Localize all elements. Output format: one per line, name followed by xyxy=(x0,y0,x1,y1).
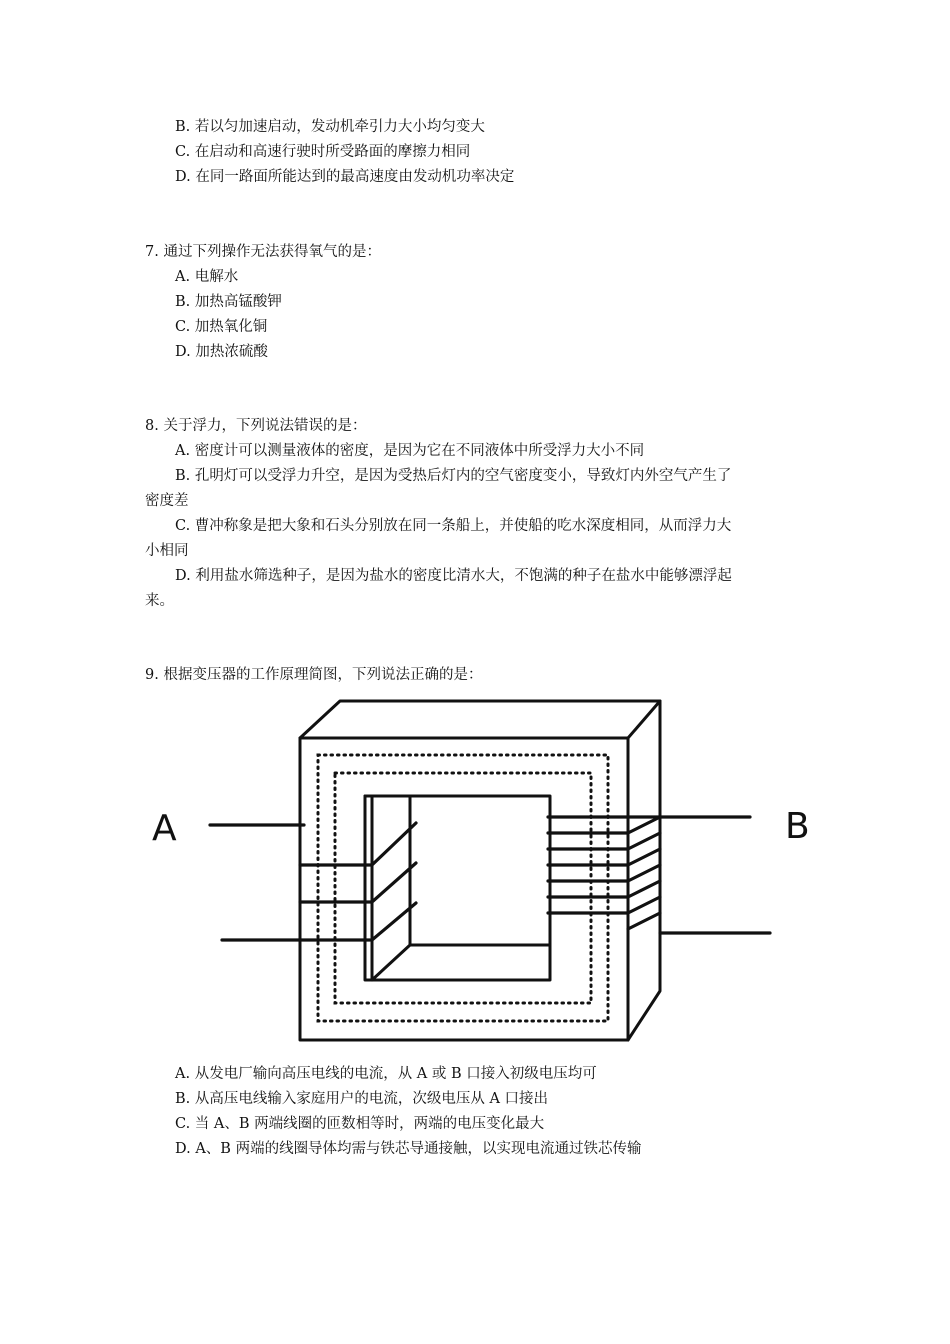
q9-option-c: C. 当 A、B 两端线圈的匝数相等时，两端的电压变化最大 xyxy=(175,1116,545,1132)
core-window-depth xyxy=(365,796,550,980)
core-front-outer xyxy=(300,738,628,1040)
q9-option-a: A. 从发电厂输向高压电线的电流，从 A 或 B 口接入初级电压均可 xyxy=(175,1066,597,1082)
q8-option-c: C. 曹冲称象是把大象和石头分别放在同一条船上，并使船的吃水深度相同，从而浮力大 xyxy=(175,518,732,534)
q8-option-d-continued: 来。 xyxy=(145,593,174,609)
q7-option-d: D. 加热浓硫酸 xyxy=(175,344,268,360)
transformer-diagram xyxy=(140,693,820,1045)
core-window xyxy=(365,796,550,980)
q8-option-d: D. 利用盐水筛选种子，是因为盐水的密度比清水大，不饱满的种子在盐水中能够漂浮起 xyxy=(175,568,732,584)
q9-option-d: D. A、B 两端的线圈导体均需与铁芯导通接触，以实现电流通过铁芯传输 xyxy=(175,1141,642,1157)
core-right-face xyxy=(628,701,660,1040)
q6-option-d: D. 在同一路面所能达到的最高速度由发动机功率决定 xyxy=(175,169,515,185)
q9-option-b: B. 从高压电线输入家庭用户的电流，次级电压从 A 口接出 xyxy=(175,1091,549,1107)
terminal-label-a: A xyxy=(152,808,177,849)
q8-option-b: B. 孔明灯可以受浮力升空，是因为受热后灯内的空气密度变小，导致灯内外空气产生了 xyxy=(175,468,732,484)
q7-stem: 7. 通过下列操作无法获得氧气的是： xyxy=(145,244,381,260)
q8-option-c-continued: 小相同 xyxy=(145,543,189,559)
q6-option-b: B. 若以匀加速启动，发动机牵引力大小均匀变大 xyxy=(175,119,485,135)
q7-option-a: A. 电解水 xyxy=(175,269,239,285)
core-top-face xyxy=(300,701,660,738)
q7-option-c: C. 加热氧化铜 xyxy=(175,319,268,335)
q8-option-b-continued: 密度差 xyxy=(145,493,189,509)
q7-option-b: B. 加热高锰酸钾 xyxy=(175,294,282,310)
terminal-label-b: B xyxy=(785,806,810,847)
q6-option-c: C. 在启动和高速行驶时所受路面的摩擦力相同 xyxy=(175,144,471,160)
q8-stem: 8. 关于浮力，下列说法错误的是： xyxy=(145,418,367,434)
q9-stem: 9. 根据变压器的工作原理简图，下列说法正确的是： xyxy=(145,667,483,683)
q8-option-a: A. 密度计可以测量液体的密度，是因为它在不同液体中所受浮力大小不同 xyxy=(175,443,645,459)
